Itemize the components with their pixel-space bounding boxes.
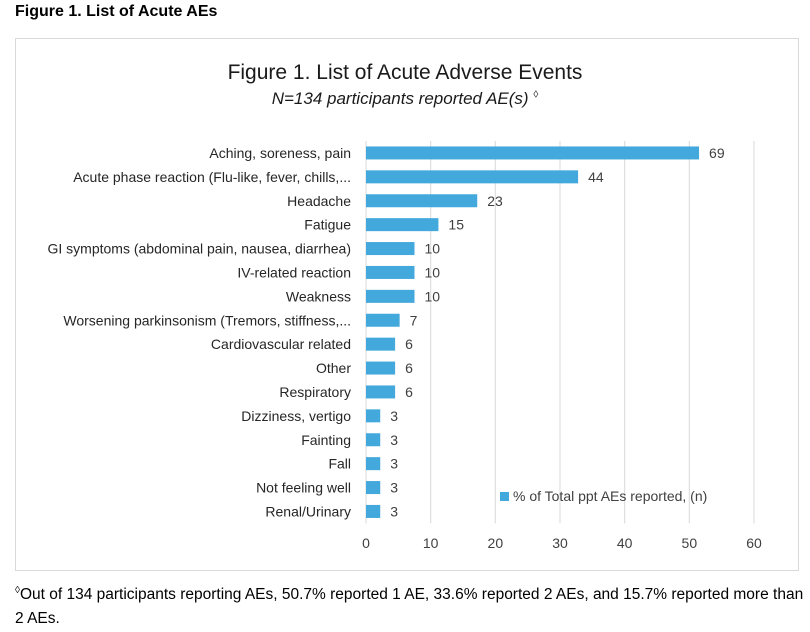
data-label: 44 xyxy=(588,168,604,185)
data-label: 10 xyxy=(424,264,441,281)
category-label: IV-related reaction xyxy=(237,264,351,281)
bar-layer xyxy=(366,146,699,518)
x-tick-label: 40 xyxy=(616,535,633,551)
subtitle-mark: ◊ xyxy=(533,89,539,101)
data-label: 6 xyxy=(405,383,413,400)
category-label: Fall xyxy=(328,455,351,472)
category-label: Weakness xyxy=(285,288,351,305)
data-label: 15 xyxy=(448,216,465,233)
bar xyxy=(366,290,415,303)
category-label: Acute phase reaction (Flu-like, fever, chills,... xyxy=(73,168,351,185)
chart-subtitle-text: N=134 participants reported AE(s) xyxy=(271,89,529,108)
bar xyxy=(366,457,380,470)
footnote xyxy=(15,579,805,631)
tick-layer xyxy=(362,535,762,551)
bar xyxy=(366,362,395,375)
category-label: Respiratory xyxy=(279,383,351,400)
category-label: Not feeling well xyxy=(256,479,351,496)
x-tick-label: 10 xyxy=(422,535,439,551)
bar xyxy=(366,433,380,446)
bar xyxy=(366,146,699,159)
data-label: 7 xyxy=(409,312,418,329)
legend xyxy=(500,488,707,504)
data-label: 3 xyxy=(390,503,399,520)
data-label: 3 xyxy=(390,455,399,472)
bar xyxy=(366,218,438,231)
bar xyxy=(366,314,400,327)
legend-swatch xyxy=(500,492,509,501)
bar xyxy=(366,338,395,351)
legend-label: % of Total ppt AEs reported, (n) xyxy=(513,488,708,504)
x-tick-label: 20 xyxy=(487,535,504,551)
category-label: Dizziness, vertigo xyxy=(241,407,351,424)
data-label: 3 xyxy=(390,479,399,496)
bar xyxy=(366,505,380,518)
x-tick-label: 60 xyxy=(746,535,762,551)
bar xyxy=(366,481,380,494)
category-label: Fatigue xyxy=(304,216,351,233)
figure-heading: Figure 1. List of Acute AEs xyxy=(15,3,218,20)
data-label: 6 xyxy=(405,336,413,353)
data-label: 3 xyxy=(390,431,399,448)
category-label: GI symptoms (abdominal pain, nausea, diarrhea) xyxy=(47,240,351,257)
bar xyxy=(366,242,415,255)
x-tick-label: 0 xyxy=(362,535,370,551)
data-label: 3 xyxy=(390,407,399,424)
bar xyxy=(366,266,415,279)
bar xyxy=(366,194,477,207)
category-label: Other xyxy=(315,360,351,377)
chart-title: Figure 1. List of Acute Adverse Events xyxy=(227,61,583,84)
category-label: Renal/Urinary xyxy=(265,503,351,520)
x-tick-label: 30 xyxy=(552,535,568,551)
data-label: 23 xyxy=(487,192,503,209)
bar xyxy=(366,170,578,183)
data-label: 6 xyxy=(405,360,413,377)
category-label: Fainting xyxy=(301,431,351,448)
category-label: Aching, soreness, pain xyxy=(209,144,351,161)
data-label: 10 xyxy=(424,240,441,257)
footnote-mark: ◊ xyxy=(15,585,20,596)
bar xyxy=(366,385,395,398)
category-label: Worsening parkinsonism (Tremors, stiffness,... xyxy=(63,312,351,329)
data-label: 10 xyxy=(424,288,441,305)
bar xyxy=(366,409,380,422)
footnote-text: Out of 134 participants reporting AEs, 50.7% reported 1 AE, 33.6% reported 2 AEs, and 15.7% reported more than 2 AEs. xyxy=(15,586,804,628)
category-label: Headache xyxy=(287,192,351,209)
x-tick-label: 50 xyxy=(681,535,698,551)
category-label: Cardiovascular related xyxy=(210,336,351,353)
data-label: 69 xyxy=(709,144,725,161)
